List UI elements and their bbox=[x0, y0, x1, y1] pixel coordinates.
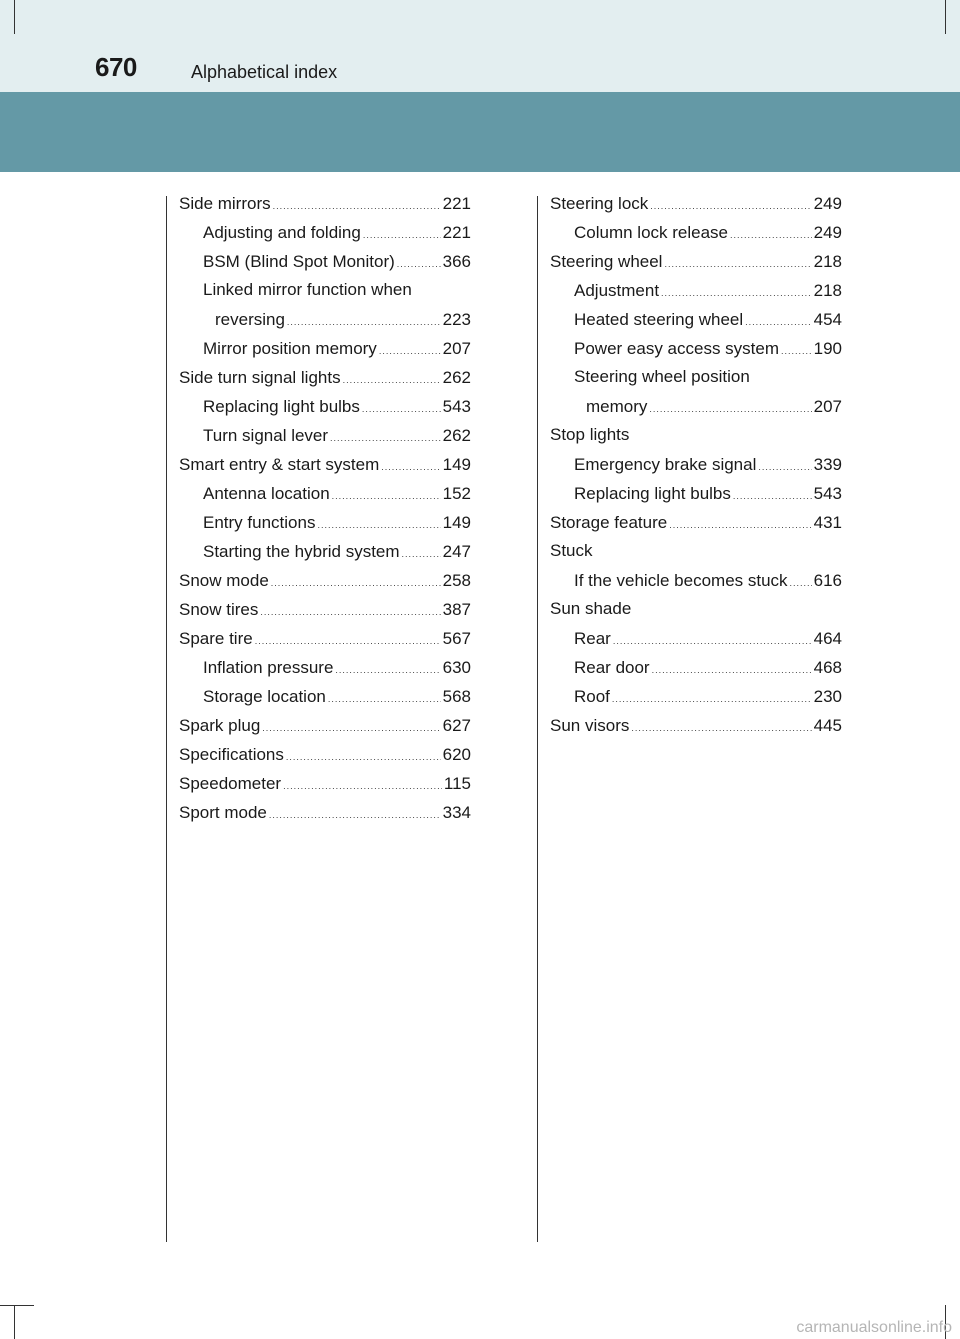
entry-page-number: 627 bbox=[442, 716, 471, 735]
entry-page-number: 218 bbox=[813, 252, 842, 271]
entry-page-number: 247 bbox=[442, 542, 471, 561]
leader-dots bbox=[273, 188, 441, 217]
index-entry bbox=[550, 478, 842, 507]
entry-label: Specifications bbox=[179, 745, 284, 764]
entry-page-number: 567 bbox=[442, 629, 471, 648]
entry-label: Roof bbox=[574, 687, 610, 706]
leader-dots bbox=[286, 739, 441, 768]
leader-dots bbox=[790, 565, 812, 594]
entry-page-number: 190 bbox=[813, 339, 842, 358]
leader-dots bbox=[649, 391, 811, 420]
entry-page-number: 262 bbox=[442, 426, 471, 445]
index-entry bbox=[179, 652, 471, 681]
entry-page-number: 223 bbox=[442, 310, 471, 329]
index-entry bbox=[550, 333, 842, 362]
entry-label: Rear door bbox=[574, 658, 650, 677]
leader-dots bbox=[328, 681, 441, 710]
leader-dots bbox=[613, 623, 812, 652]
leader-dots bbox=[260, 594, 440, 623]
entry-page-number: 568 bbox=[442, 687, 471, 706]
entry-label: Heated steering wheel bbox=[574, 310, 744, 329]
index-entry bbox=[550, 188, 842, 217]
column-rule-left bbox=[166, 196, 167, 1242]
index-column-left bbox=[179, 188, 471, 826]
leader-dots bbox=[269, 797, 441, 826]
entry-label: Spark plug bbox=[179, 716, 261, 735]
page-header bbox=[0, 0, 960, 92]
entry-page-number: 258 bbox=[442, 571, 471, 590]
column-rule-right bbox=[537, 196, 538, 1242]
leader-dots bbox=[781, 333, 812, 362]
entry-label: Steering wheel bbox=[550, 252, 663, 271]
index-entry bbox=[550, 681, 842, 710]
entry-label: Antenna location bbox=[203, 484, 330, 503]
leader-dots bbox=[397, 246, 441, 275]
watermark: carmanualsonline.info bbox=[796, 1319, 952, 1336]
entry-label: Replacing light bulbs bbox=[574, 484, 731, 503]
index-entry bbox=[550, 217, 842, 246]
leader-dots bbox=[730, 217, 812, 246]
entry-page-number: 468 bbox=[813, 658, 842, 677]
entry-page-number: 454 bbox=[813, 310, 842, 329]
entry-label: Rear bbox=[574, 629, 611, 648]
entry-label: Emergency brake signal bbox=[574, 455, 757, 474]
leader-dots bbox=[343, 362, 441, 391]
entry-label: Mirror position memory bbox=[203, 339, 377, 358]
leader-dots bbox=[733, 478, 812, 507]
leader-dots bbox=[362, 391, 441, 420]
entry-page-number: 543 bbox=[813, 484, 842, 503]
index-entry bbox=[550, 304, 842, 333]
entry-page-number: 207 bbox=[813, 397, 842, 416]
leader-dots bbox=[287, 304, 441, 333]
leader-dots bbox=[745, 304, 811, 333]
entry-label: Storage location bbox=[203, 687, 326, 706]
index-entry bbox=[179, 449, 471, 478]
index-entry bbox=[550, 623, 842, 652]
page-number: 670 bbox=[95, 52, 137, 82]
index-entry bbox=[179, 594, 471, 623]
entry-label: Snow mode bbox=[179, 571, 269, 590]
index-entry bbox=[550, 536, 842, 565]
entry-label: Stuck bbox=[550, 541, 593, 560]
index-entry bbox=[179, 188, 471, 217]
entry-page-number: 543 bbox=[442, 397, 471, 416]
index-entry bbox=[179, 565, 471, 594]
leader-dots bbox=[262, 710, 440, 739]
index-entry bbox=[550, 594, 842, 623]
entry-label: Power easy access system bbox=[574, 339, 780, 358]
index-entry bbox=[550, 246, 842, 275]
index-entry bbox=[179, 362, 471, 391]
crop-mark-bottom-left-h bbox=[0, 1305, 34, 1306]
entry-label: Speedometer bbox=[179, 774, 282, 793]
index-entry bbox=[550, 420, 842, 449]
entry-label: Side turn signal lights bbox=[179, 368, 341, 387]
entry-page-number: 620 bbox=[442, 745, 471, 764]
entry-page-number: 115 bbox=[443, 774, 471, 793]
leader-dots bbox=[379, 333, 441, 362]
index-entry bbox=[179, 507, 471, 536]
leader-dots bbox=[631, 710, 811, 739]
leader-dots bbox=[381, 449, 440, 478]
leader-dots bbox=[317, 507, 440, 536]
index-entry bbox=[179, 623, 471, 652]
entry-label: Sport mode bbox=[179, 803, 267, 822]
entry-label: Starting the hybrid system bbox=[203, 542, 400, 561]
leader-dots bbox=[758, 449, 811, 478]
index-entry bbox=[179, 275, 471, 304]
leader-dots bbox=[612, 681, 812, 710]
entry-page-number: 616 bbox=[813, 571, 842, 590]
entry-label: Spare tire bbox=[179, 629, 253, 648]
index-entry bbox=[179, 681, 471, 710]
entry-label: Linked mirror function when bbox=[203, 280, 412, 299]
entry-label: Steering lock bbox=[550, 194, 649, 213]
index-entry bbox=[179, 739, 471, 768]
entry-page-number: 218 bbox=[813, 281, 842, 300]
entry-label: Stop lights bbox=[550, 425, 630, 444]
leader-dots bbox=[332, 478, 441, 507]
entry-page-number: 249 bbox=[813, 194, 842, 213]
leader-dots bbox=[650, 188, 811, 217]
leader-dots bbox=[335, 652, 440, 681]
entry-label: Adjustment bbox=[574, 281, 660, 300]
entry-label: Replacing light bulbs bbox=[203, 397, 360, 416]
entry-page-number: 431 bbox=[813, 513, 842, 532]
leader-dots bbox=[363, 217, 441, 246]
entry-label: Side mirrors bbox=[179, 194, 271, 213]
entry-label: Turn signal lever bbox=[203, 426, 329, 445]
page-title: Alphabetical index bbox=[191, 62, 338, 82]
entry-label: Storage feature bbox=[550, 513, 668, 532]
leader-dots bbox=[255, 623, 441, 652]
entry-page-number: 230 bbox=[813, 687, 842, 706]
leader-dots bbox=[330, 420, 441, 449]
entry-label: memory bbox=[586, 397, 648, 416]
index-entry bbox=[179, 710, 471, 739]
entry-label: reversing bbox=[215, 310, 285, 329]
index-entry bbox=[179, 768, 471, 797]
entry-label: Entry functions bbox=[203, 513, 316, 532]
entry-page-number: 445 bbox=[813, 716, 842, 735]
entry-label: BSM (Blind Spot Monitor) bbox=[203, 252, 395, 271]
leader-dots bbox=[669, 507, 811, 536]
entry-page-number: 152 bbox=[442, 484, 471, 503]
index-column-right bbox=[550, 188, 842, 739]
index-entry bbox=[179, 304, 471, 333]
index-entry bbox=[550, 275, 842, 304]
crop-mark-bottom-left bbox=[14, 1305, 15, 1339]
index-entry bbox=[179, 536, 471, 565]
index-entry bbox=[179, 420, 471, 449]
index-entry bbox=[550, 449, 842, 478]
leader-dots bbox=[652, 652, 812, 681]
entry-label: If the vehicle becomes stuck bbox=[574, 571, 788, 590]
entry-page-number: 207 bbox=[442, 339, 471, 358]
entry-page-number: 221 bbox=[442, 223, 471, 242]
index-entry bbox=[179, 797, 471, 826]
entry-label: Inflation pressure bbox=[203, 658, 334, 677]
index-entry bbox=[550, 710, 842, 739]
entry-page-number: 149 bbox=[442, 455, 471, 474]
entry-page-number: 630 bbox=[442, 658, 471, 677]
index-entry bbox=[550, 362, 842, 391]
index-entry bbox=[179, 217, 471, 246]
leader-dots bbox=[402, 536, 441, 565]
index-entry bbox=[550, 565, 842, 594]
leader-dots bbox=[661, 275, 812, 304]
crop-mark-top-right bbox=[945, 0, 946, 34]
index-entry bbox=[179, 478, 471, 507]
index-entry bbox=[179, 246, 471, 275]
entry-page-number: 334 bbox=[442, 803, 471, 822]
entry-page-number: 366 bbox=[442, 252, 471, 271]
index-entry bbox=[179, 333, 471, 362]
entry-page-number: 387 bbox=[442, 600, 471, 619]
index-entry bbox=[550, 652, 842, 681]
entry-label: Snow tires bbox=[179, 600, 259, 619]
entry-page-number: 339 bbox=[813, 455, 842, 474]
index-entry bbox=[550, 391, 842, 420]
entry-page-number: 249 bbox=[813, 223, 842, 242]
entry-label: Smart entry & start system bbox=[179, 455, 380, 474]
section-band bbox=[0, 92, 960, 172]
entry-label: Steering wheel position bbox=[574, 367, 750, 386]
index-entry bbox=[550, 507, 842, 536]
crop-mark-top-left bbox=[14, 0, 15, 34]
entry-label: Adjusting and folding bbox=[203, 223, 361, 242]
leader-dots bbox=[283, 768, 442, 797]
entry-page-number: 221 bbox=[442, 194, 471, 213]
leader-dots bbox=[271, 565, 441, 594]
entry-label: Column lock release bbox=[574, 223, 729, 242]
leader-dots bbox=[664, 246, 811, 275]
index-entry bbox=[179, 391, 471, 420]
entry-page-number: 464 bbox=[813, 629, 842, 648]
entry-page-number: 149 bbox=[442, 513, 471, 532]
entry-label: Sun visors bbox=[550, 716, 630, 735]
entry-page-number: 262 bbox=[442, 368, 471, 387]
entry-label: Sun shade bbox=[550, 599, 632, 618]
